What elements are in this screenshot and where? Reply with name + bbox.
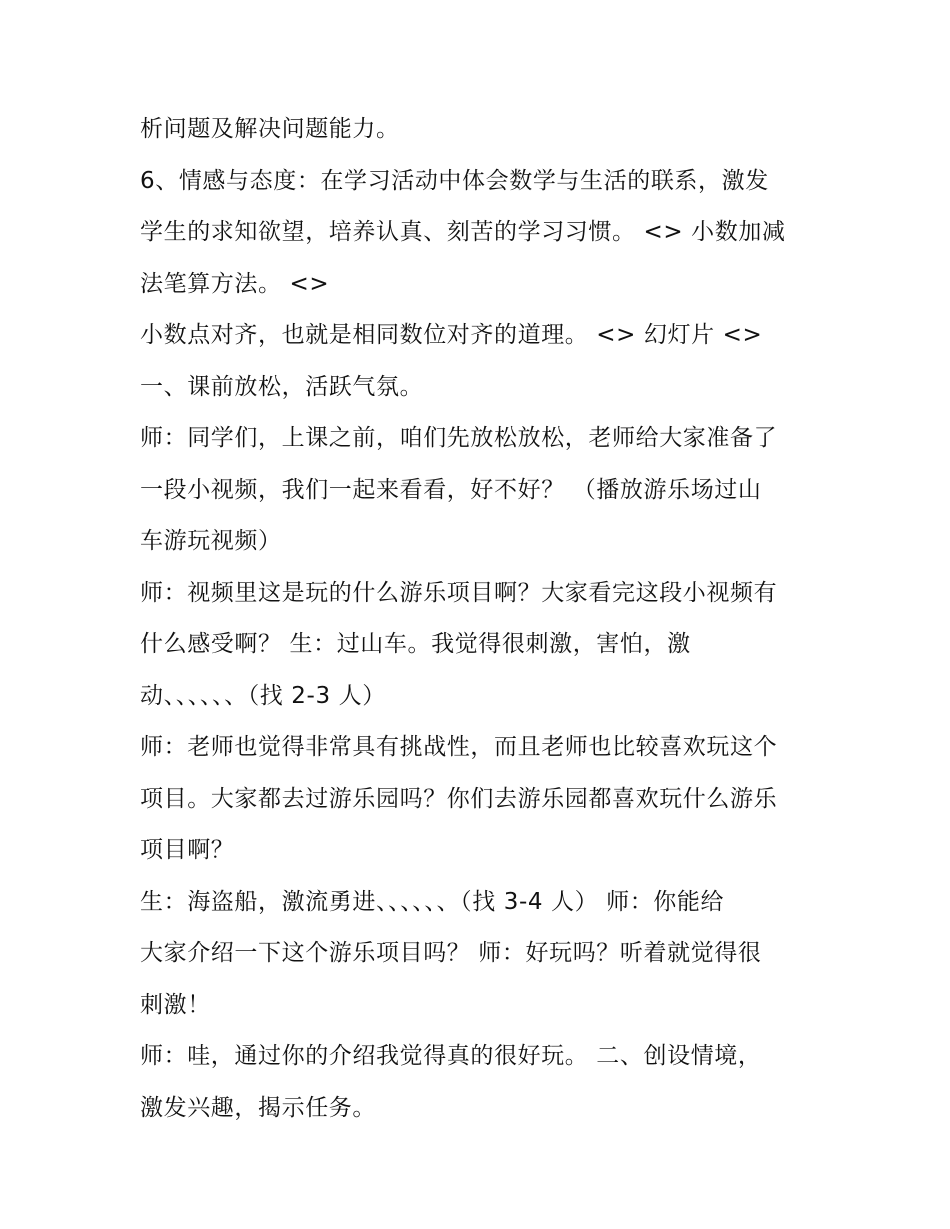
text-line: 生：海盗船，激流勇进、、、、、、（找 3-4 人） 师：你能给 bbox=[140, 888, 725, 915]
text-line: 项目。大家都去过游乐园吗？你们去游乐园都喜欢玩什么游乐 bbox=[140, 785, 778, 812]
text-line: 动、、、、、、（找 2-3 人） bbox=[140, 682, 386, 709]
text-line: 6、情感与态度：在学习活动中体会数学与生活的联系，激发 bbox=[140, 167, 769, 194]
text-line: 激发兴趣，揭示任务。 bbox=[140, 1094, 376, 1121]
text-line: 项目啊？ bbox=[140, 837, 235, 863]
text-line: 析问题及解决问题能力。 bbox=[140, 116, 400, 142]
text-line: 师：视频里这是玩的什么游乐项目啊？大家看完这段小视频有 bbox=[140, 579, 778, 606]
text-line: 一、课前放松，活跃气氛。 bbox=[140, 373, 424, 400]
text-line: 一段小视频，我们一起来看看，好不好？ （播放游乐场过山 bbox=[140, 476, 762, 503]
text-line: 师：老师也觉得非常具有挑战性，而且老师也比较喜欢玩这个 bbox=[140, 734, 778, 760]
text-line: 师：哇，通过你的介绍我觉得真的很好玩。 二、创设情境， bbox=[140, 1043, 762, 1069]
text-line: 学生的求知欲望，培养认真、刻苦的学习习惯。 <> 小数加减 bbox=[140, 219, 786, 245]
text-line: 师：同学们，上课之前，咱们先放松放松，老师给大家准备了 bbox=[140, 425, 778, 451]
text-line: 刺激！ bbox=[140, 991, 211, 1018]
text-line: 小数点对齐，也就是相同数位对齐的道理。 <> 幻灯片 <> bbox=[140, 322, 763, 348]
text-line: 大家介绍一下这个游乐项目吗？ 师：好玩吗？听着就觉得很 bbox=[140, 940, 762, 966]
text-line: 车游玩视频） bbox=[140, 528, 282, 554]
text-line: 法笔算方法。 <> bbox=[140, 270, 330, 297]
text-line: 什么感受啊？ 生：过山车。我觉得很刺激，害怕，激 bbox=[140, 631, 691, 657]
document-body bbox=[140, 108, 820, 1138]
